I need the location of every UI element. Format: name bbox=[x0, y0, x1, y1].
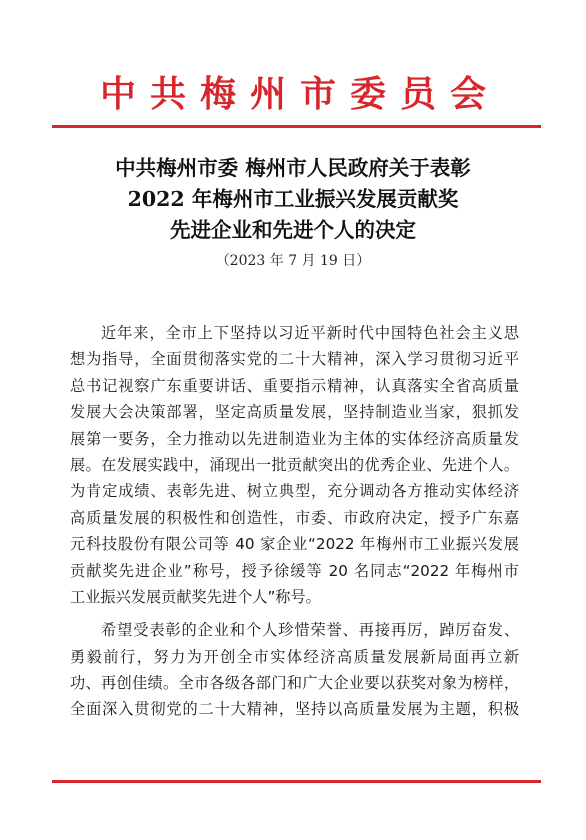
document-header bbox=[0, 72, 586, 116]
paragraph-line: 发展大会决策部署，坚定高质量发展，坚持制造业当家，狠抓发 bbox=[70, 403, 519, 422]
paragraph-line: 勇毅前行，努力为开创全市实体经济高质量发展新局面再立新 bbox=[70, 647, 519, 666]
paragraph-line: 想为指导，全面贯彻落实党的二十大精神，深入学习贯彻习近平 bbox=[70, 350, 519, 369]
paragraph-1 bbox=[70, 320, 519, 610]
footer-red-rule bbox=[52, 780, 541, 783]
document-date: （2023 年 7 月 19 日） bbox=[215, 253, 371, 269]
title-line-1: 中共梅州市委 梅州市人民政府关于表彰 bbox=[115, 156, 471, 180]
paragraph-line: 展。在发展实践中，涌现出一批贡献突出的优秀企业、先进个人。 bbox=[70, 455, 519, 474]
paragraph-spacer bbox=[70, 610, 519, 617]
paragraph-line: 贡献奖先进企业”称号，授予徐缓等 20 名同志“2022 年梅州市 bbox=[70, 561, 519, 580]
paragraph-line: 工业振兴发展贡献奖先进个人”称号。 bbox=[70, 587, 321, 606]
paragraph-line: 近年来，全市上下坚持以习近平新时代中国特色社会主义思 bbox=[101, 324, 519, 342]
paragraph-line: 总书记视察广东重要讲话、重要指示精神，认真落实全省高质量 bbox=[70, 376, 519, 395]
paragraph-line: 为肯定成绩、表彰先进、树立典型，充分调动各方推动实体经济 bbox=[70, 482, 519, 501]
paragraph-line: 展第一要务，全力推动以先进制造业为主体的实体经济高质量发 bbox=[70, 429, 519, 448]
paragraph-line: 高质量发展的积极性和创造性，市委、市政府决定，授予广东嘉 bbox=[70, 508, 519, 527]
paragraph-line: 希望受表彰的企业和个人珍惜荣誉、再接再厉，踔厉奋发、 bbox=[101, 621, 519, 640]
title-line-3: 先进企业和先进个人的决定 bbox=[170, 218, 416, 242]
paragraph-line: 功、再创佳绩。全市各级各部门和广大企业要以获奖对象为榜样， bbox=[70, 674, 519, 693]
issuing-organization: 中共梅州市委员会 bbox=[99, 73, 500, 115]
paragraph-line: 全面深入贯彻党的二十大精神，坚持以高质量发展为主题，积极 bbox=[70, 700, 519, 719]
paragraph-line: 元科技股份有限公司等 40 家企业“2022 年梅州市工业振兴发展 bbox=[70, 535, 519, 554]
header-red-rule bbox=[52, 125, 541, 128]
document-body bbox=[70, 320, 519, 723]
title-line-2: 2022 年梅州市工业振兴发展贡献奖 bbox=[127, 187, 459, 211]
document-title-block bbox=[40, 153, 546, 272]
paragraph-2 bbox=[70, 617, 519, 723]
